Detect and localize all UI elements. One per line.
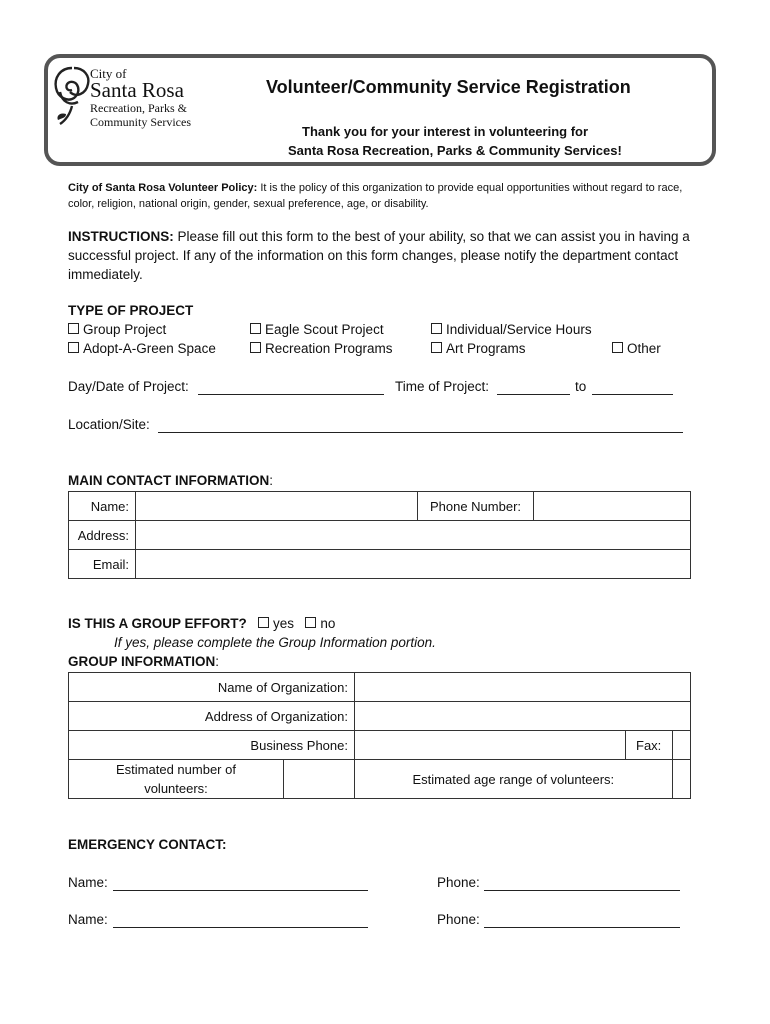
- checkbox[interactable]: [250, 323, 261, 334]
- fax-field[interactable]: [672, 731, 690, 760]
- thanks-line-2: Santa Rosa Recreation, Parks & Community Services!: [288, 143, 622, 158]
- group-effort-no-label: no: [320, 616, 336, 631]
- business-phone-label: Business Phone:: [69, 731, 355, 760]
- option-individual-service-hours[interactable]: Individual/Service Hours: [431, 322, 592, 337]
- est-number-line1: Estimated number of: [116, 762, 236, 777]
- volunteer-policy: [68, 180, 708, 212]
- main-contact-heading-text: MAIN CONTACT INFORMATION: [68, 473, 270, 488]
- org-name-label: Name of Organization:: [69, 673, 355, 702]
- option-other[interactable]: Other: [612, 341, 661, 356]
- group-effort-note: If yes, please complete the Group Information portion.: [114, 635, 436, 650]
- org-address-field[interactable]: [355, 702, 691, 731]
- group-info-colon: :: [215, 654, 220, 669]
- instructions-label: INSTRUCTIONS:: [68, 229, 174, 244]
- phone-number-label: Phone Number:: [418, 492, 534, 521]
- group-effort-no-checkbox[interactable]: [305, 617, 316, 628]
- time-start-input[interactable]: [497, 381, 570, 395]
- est-number-label: [69, 760, 284, 799]
- location-input[interactable]: [158, 419, 683, 433]
- fax-label: Fax:: [625, 731, 672, 760]
- day-date-label: Day/Date of Project:: [68, 379, 189, 394]
- checkbox[interactable]: [431, 342, 442, 353]
- business-phone-field[interactable]: [355, 731, 626, 760]
- group-effort-yes-label: yes: [273, 616, 295, 631]
- phone-number-field[interactable]: [534, 492, 691, 521]
- checkbox[interactable]: [68, 323, 79, 334]
- instructions: [68, 227, 718, 284]
- page-title: Volunteer/Community Service Registration: [266, 77, 631, 97]
- policy-text: It is the policy of this organization to provide equal opportunities without regard to race, color, religion, national origin, gender, sexual preference, age, or disability.: [68, 182, 683, 210]
- location-label: Location/Site:: [68, 417, 150, 432]
- group-info-heading-text: GROUP INFORMATION: [68, 654, 216, 669]
- project-type-heading: TYPE OF PROJECT: [68, 303, 194, 318]
- policy-label: City of Santa Rosa Volunteer Policy:: [68, 182, 258, 194]
- day-date-input[interactable]: [198, 381, 384, 395]
- emergency-phone-input-1[interactable]: [484, 877, 680, 891]
- emergency-phone-input-2[interactable]: [484, 914, 680, 928]
- email-label: Email:: [69, 550, 136, 579]
- group-effort-row: [68, 616, 335, 631]
- emergency-name-label-1: Name:: [68, 875, 108, 890]
- emergency-heading: EMERGENCY CONTACT:: [68, 837, 227, 852]
- name-label: Name:: [69, 492, 136, 521]
- emergency-name-input-1[interactable]: [113, 877, 368, 891]
- instructions-text: Please fill out this form to the best of your ability, so that we can assist you in having a successful project. If any of the information on this form changes, please notify the department contact immediately.: [68, 229, 690, 282]
- group-info-table: [68, 672, 691, 799]
- option-recreation-programs[interactable]: Recreation Programs: [250, 341, 393, 356]
- org-name-field[interactable]: [355, 673, 691, 702]
- est-number-field[interactable]: [284, 760, 355, 799]
- group-effort-yes-checkbox[interactable]: [258, 617, 269, 628]
- option-group-project[interactable]: Group Project: [68, 322, 166, 337]
- checkbox[interactable]: [68, 342, 79, 353]
- time-label: Time of Project:: [395, 379, 490, 394]
- emergency-name-label-2: Name:: [68, 912, 108, 927]
- emergency-name-input-2[interactable]: [113, 914, 368, 928]
- logo-city-of: City of: [90, 66, 127, 81]
- main-contact-colon: :: [269, 473, 273, 488]
- address-field[interactable]: [136, 521, 691, 550]
- checkbox[interactable]: [250, 342, 261, 353]
- emergency-phone-label-2: Phone:: [437, 912, 480, 927]
- email-field[interactable]: [136, 550, 691, 579]
- logo-city-name: Santa Rosa: [90, 78, 184, 102]
- name-field[interactable]: [136, 492, 418, 521]
- main-contact-heading: [68, 473, 273, 488]
- checkbox[interactable]: [431, 323, 442, 334]
- org-address-label: Address of Organization:: [69, 702, 355, 731]
- emergency-phone-label-1: Phone:: [437, 875, 480, 890]
- option-eagle-scout-project[interactable]: Eagle Scout Project: [250, 322, 384, 337]
- option-art-programs[interactable]: Art Programs: [431, 341, 526, 356]
- address-label: Address:: [69, 521, 136, 550]
- time-to-label: to: [575, 379, 587, 394]
- est-number-line2: volunteers:: [144, 781, 208, 796]
- checkbox[interactable]: [612, 342, 623, 353]
- option-adopt-a-green-space[interactable]: Adopt-A-Green Space: [68, 341, 216, 356]
- logo-department-line1: Recreation, Parks &: [90, 101, 187, 115]
- age-range-label: Estimated age range of volunteers:: [355, 760, 673, 799]
- group-effort-question: IS THIS A GROUP EFFORT?: [68, 616, 247, 631]
- group-info-heading: [68, 654, 219, 669]
- main-contact-table: [68, 491, 691, 579]
- logo-department-line2: Community Services: [90, 115, 191, 129]
- time-end-input[interactable]: [592, 381, 673, 395]
- thanks-line-1: Thank you for your interest in volunteering for: [302, 124, 589, 139]
- age-range-field[interactable]: [672, 760, 690, 799]
